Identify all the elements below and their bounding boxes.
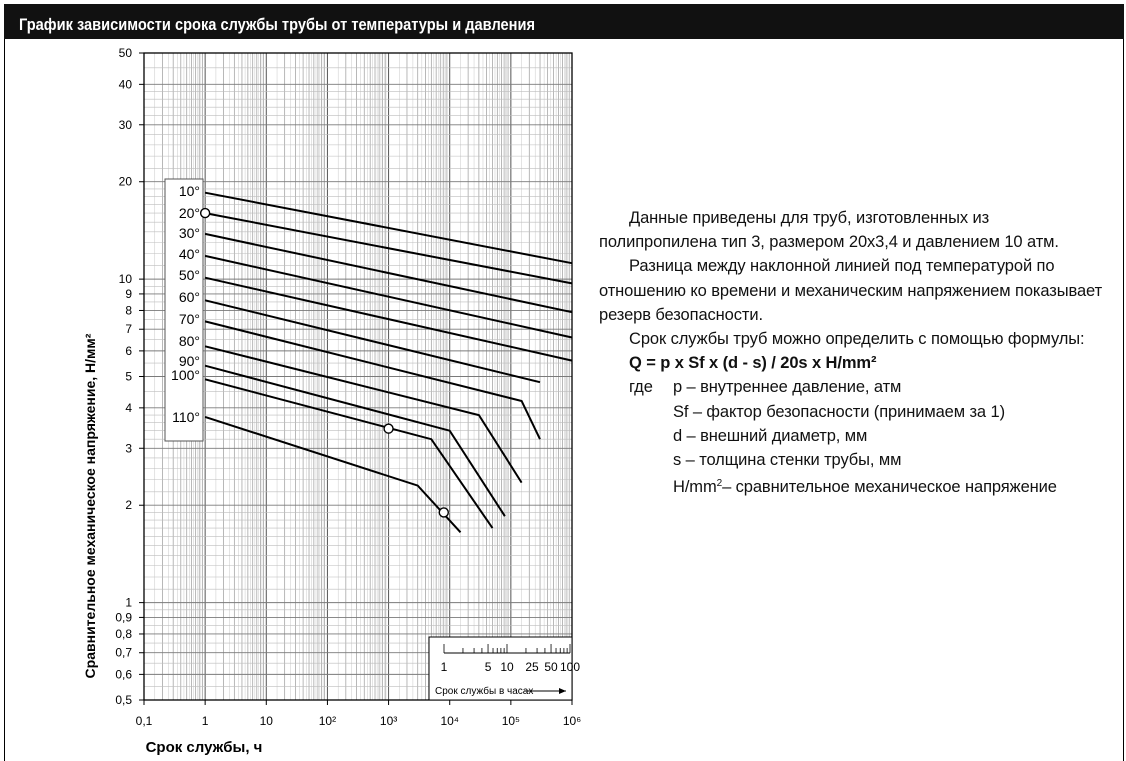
description <box>599 206 1109 499</box>
legend-label: 80° <box>178 333 200 349</box>
y-tick-label: 1 <box>125 595 132 610</box>
stress-unit-sup: 2 <box>716 478 723 490</box>
y-tick-label: 0,5 <box>115 693 132 707</box>
years-axis-box <box>429 637 580 700</box>
y-tick-label: 0,7 <box>115 645 132 660</box>
years-axis-tick-label: 10 <box>500 660 514 674</box>
years-axis-tick-label: 50 <box>544 660 558 674</box>
temperature-legend <box>165 179 203 441</box>
years-axis-tick-label: 1 <box>440 660 448 674</box>
stress-definition-text: – сравнительное механическое напряжение <box>722 478 1057 497</box>
definition-s: s – толщина стенки трубы, мм <box>673 451 902 470</box>
y-tick-label: 4 <box>125 400 132 415</box>
y-tick-label: 30 <box>118 117 132 132</box>
x-tick-label: 10 <box>259 714 273 728</box>
years-axis-label: Срок службы в часах <box>435 686 534 697</box>
y-tick-label: 50 <box>118 46 132 60</box>
y-tick-label: 7 <box>125 322 132 337</box>
description-paragraph-3: Срок службы труб можно определить с помощью формулы: <box>629 330 1085 349</box>
definition-d: d – внешний диаметр, мм <box>673 426 868 445</box>
y-axis-ticks <box>115 46 144 707</box>
y-tick-label: 5 <box>125 369 132 384</box>
x-axis-label: Срок службы, ч <box>145 739 263 756</box>
series-line <box>205 366 505 517</box>
legend-label: 50° <box>178 267 200 283</box>
legend-label: 60° <box>178 289 200 305</box>
y-tick-label: 2 <box>125 498 132 513</box>
years-axis-tick-label: 25 <box>525 660 539 674</box>
legend-label: 20° <box>178 205 200 221</box>
data-marker <box>439 508 448 517</box>
y-axis-label: Сравнительное механическое напряжение, Н/мм² <box>82 333 98 679</box>
x-tick-label: 1 <box>201 714 209 728</box>
formula: Q = p x Sf x (d - s) / 20s x H/mm² <box>629 354 877 373</box>
legend-label: 110° <box>172 409 200 425</box>
y-tick-label: 9 <box>125 286 132 301</box>
legend-label: 40° <box>178 246 200 262</box>
y-tick-label: 0,9 <box>115 610 132 625</box>
definition-sf: Sf – фактор безопасности (принимаем за 1) <box>673 402 1005 421</box>
description-paragraph-2: Разница между наклонной линией под температурой по отношению ко времени и механическим напряжением показывает резерв безопасности. <box>599 257 1103 324</box>
page-title: График зависимости срока службы трубы от температуры и давления <box>19 15 536 34</box>
x-tick-label: 10³ <box>379 714 398 728</box>
x-tick-label: 10⁴ <box>440 714 459 728</box>
legend-label: 10° <box>178 183 200 199</box>
y-tick-label: 8 <box>125 303 132 318</box>
definition-p: p – внутреннее давление, атм <box>673 378 902 397</box>
x-tick-label: 10⁶ <box>562 714 582 728</box>
y-tick-label: 0,8 <box>115 626 132 641</box>
years-axis-tick-label: 5 <box>484 660 492 674</box>
y-tick-label: 0,6 <box>115 667 132 682</box>
description-paragraph-1: Данные приведены для труб, изготовленных из полипропилена тип 3, размером 20х3,4 и давлением 10 атм. <box>599 209 1059 252</box>
x-tick-label: 10² <box>318 714 337 728</box>
series-line <box>205 417 460 532</box>
legend-label: 70° <box>178 311 200 327</box>
y-tick-label: 20 <box>118 174 132 189</box>
x-axis-ticks <box>136 700 582 728</box>
legend-label: 100° <box>171 367 200 383</box>
chart-grid <box>144 53 572 700</box>
stress-unit: H/mm <box>673 478 717 497</box>
data-marker <box>384 424 393 433</box>
definition-row-p <box>599 375 1109 399</box>
y-tick-label: 40 <box>118 77 132 92</box>
x-tick-label: 0,1 <box>135 714 153 728</box>
x-tick-label: 10⁵ <box>501 714 521 728</box>
where-label: где <box>629 378 653 397</box>
y-tick-label: 6 <box>125 343 132 358</box>
y-tick-label: 10 <box>118 272 132 287</box>
legend-label: 90° <box>178 353 200 369</box>
legend-label: 30° <box>178 225 200 241</box>
definition-stress <box>599 472 1109 499</box>
years-axis-tick-label: 100 <box>559 660 581 674</box>
data-marker <box>201 209 210 218</box>
y-tick-label: 3 <box>125 441 132 456</box>
